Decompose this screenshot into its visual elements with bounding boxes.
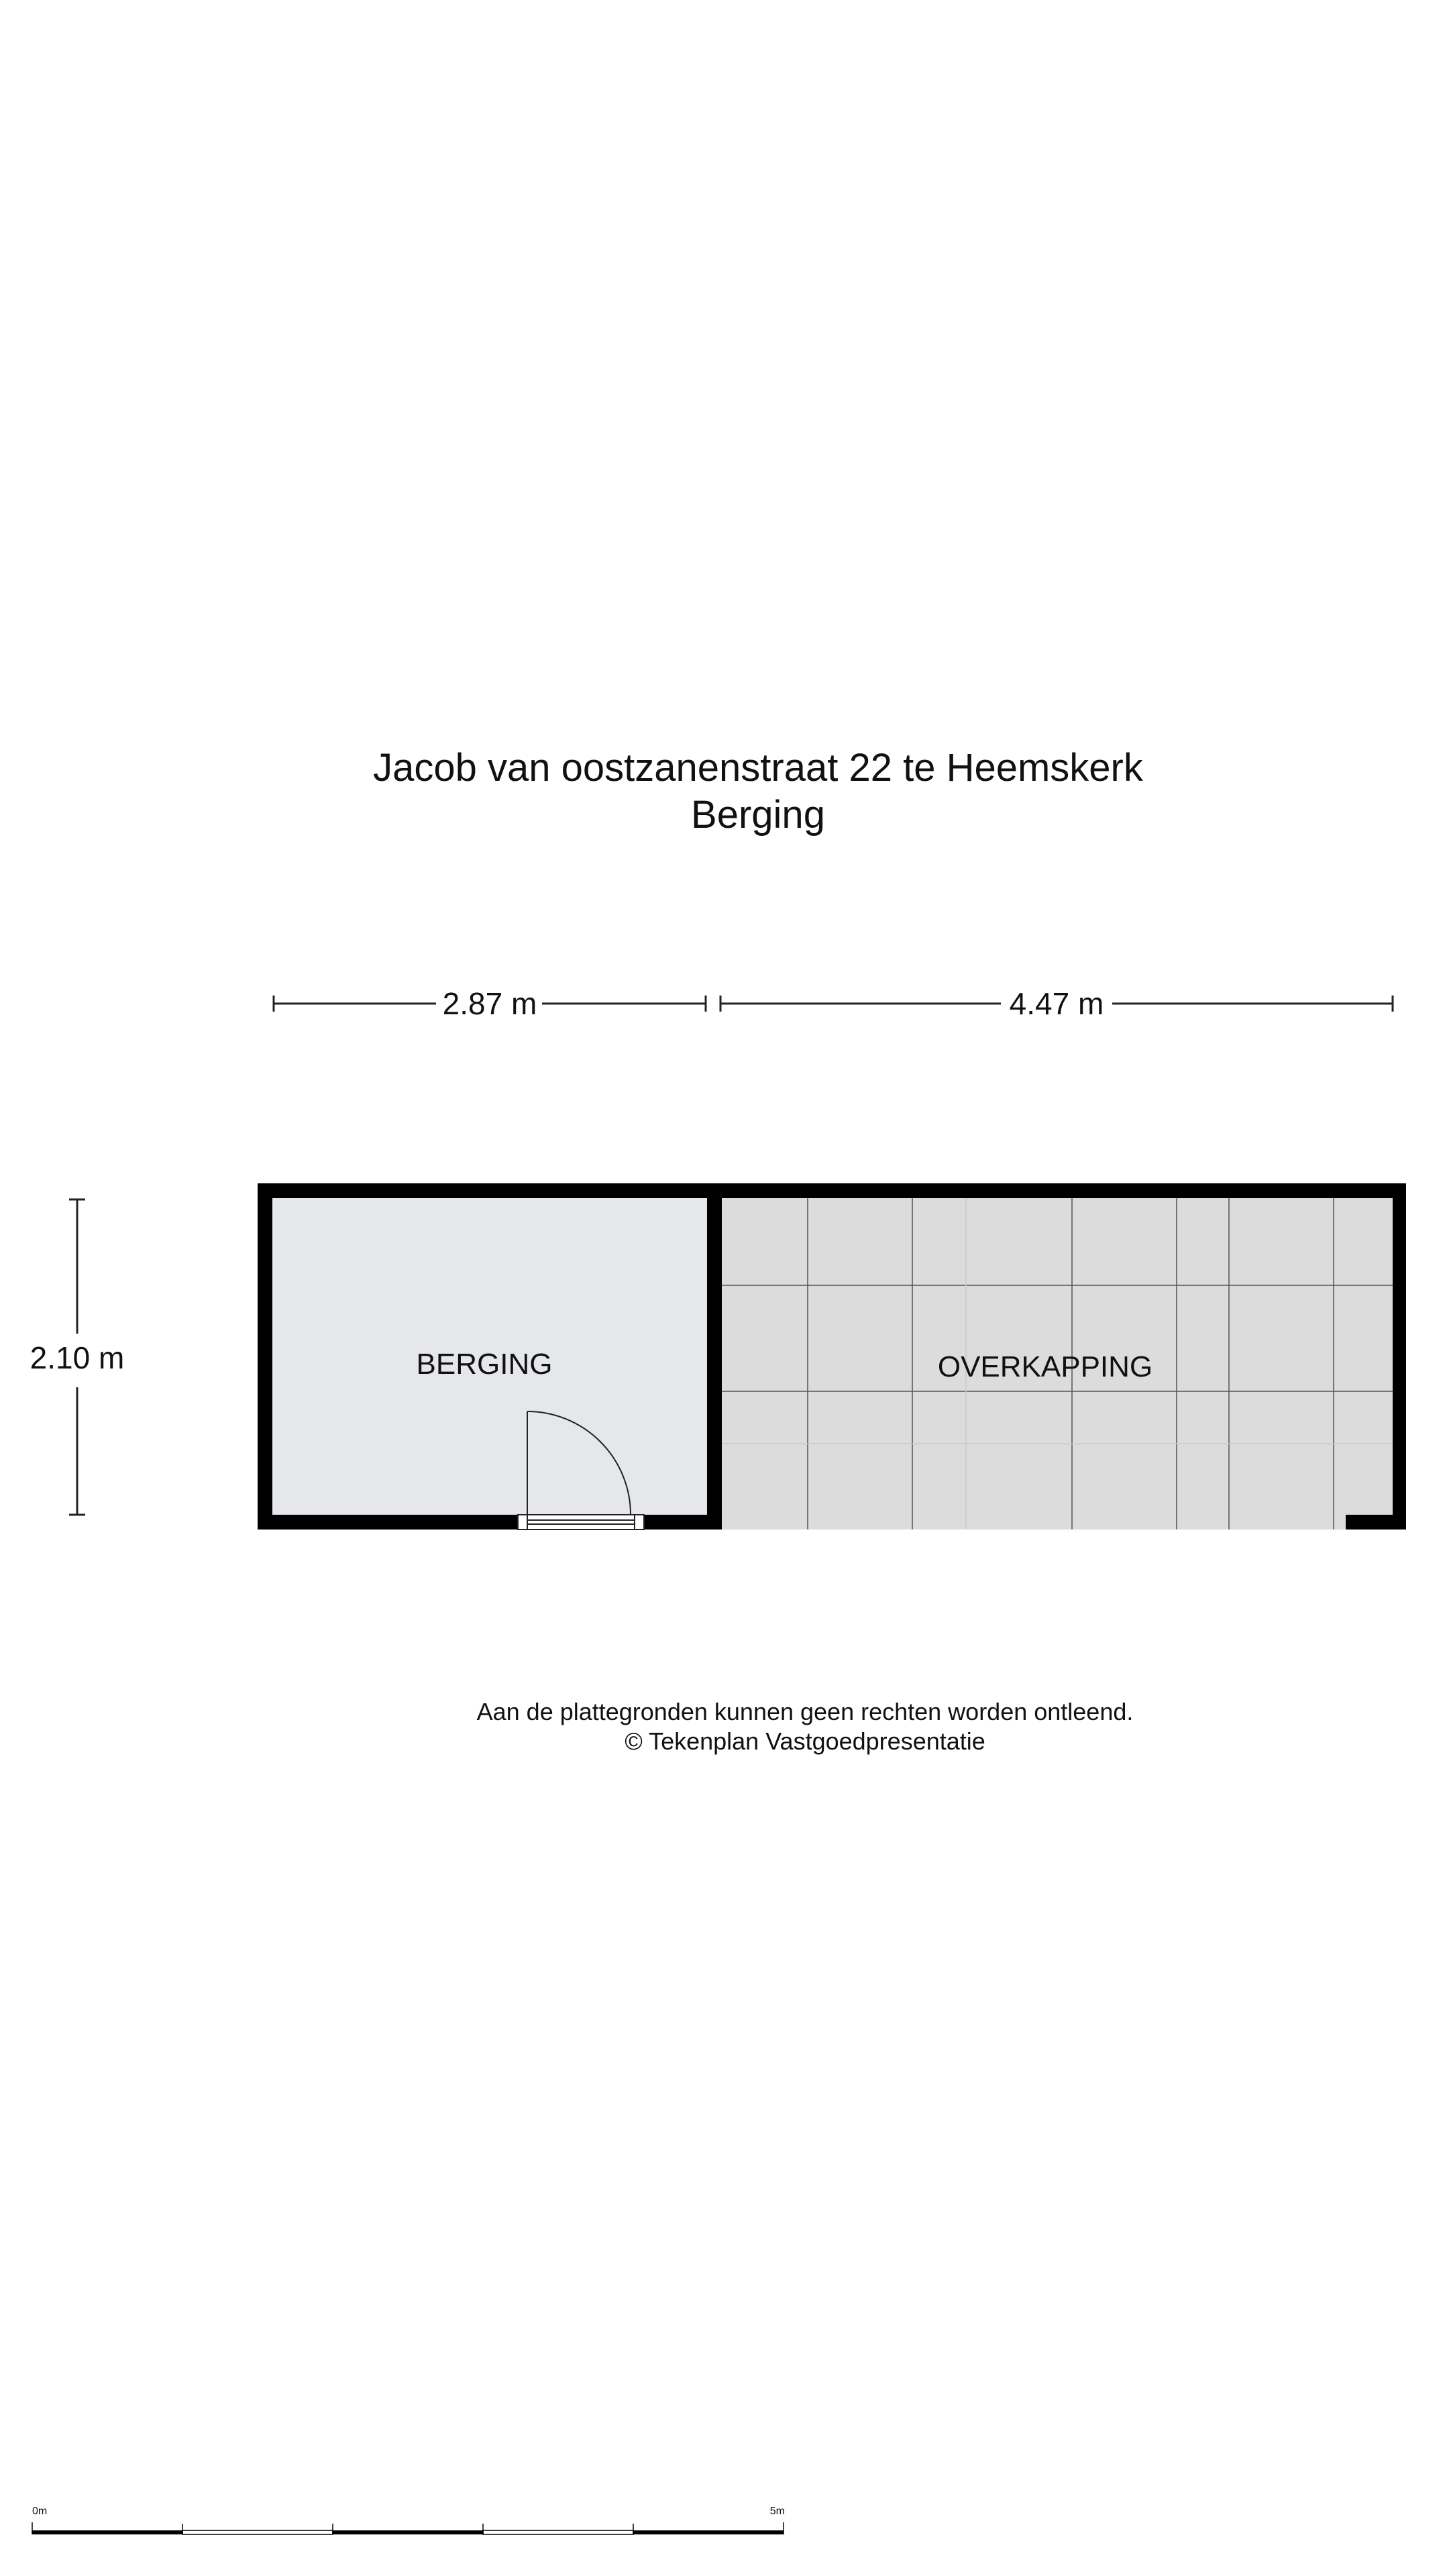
scale-bar	[32, 2506, 785, 2534]
scale-bar-segment	[32, 2530, 182, 2534]
door-jamb-right	[635, 1515, 644, 1529]
dimension-width-overkapping	[720, 986, 1393, 1021]
wall-corner-stub	[1346, 1515, 1406, 1529]
wall-right	[1393, 1183, 1406, 1529]
dimension-width-berging	[274, 986, 706, 1021]
dimension-label-berging: 2.87 m	[442, 986, 537, 1021]
door-jamb-left	[518, 1515, 527, 1529]
disclaimer-text: Aan de plattegronden kunnen geen rechten worden ontleend.	[476, 1698, 1134, 1725]
floor-title: Berging	[691, 793, 825, 837]
scale-bar-segment	[483, 2530, 633, 2534]
wall-left	[258, 1183, 272, 1529]
address-title: Jacob van oostzanenstraat 22 te Heemskerk	[373, 746, 1143, 790]
scale-bar-segment	[182, 2530, 333, 2534]
room-label-berging: BERGING	[416, 1348, 553, 1381]
wall-bottom-right	[644, 1515, 722, 1529]
room-label-overkapping: OVERKAPPING	[937, 1350, 1153, 1383]
wall-top	[258, 1183, 1406, 1198]
dimension-depth	[30, 1199, 125, 1515]
scale-bar-segment	[633, 2530, 784, 2534]
wall-middle	[707, 1183, 722, 1529]
dimension-label-overkapping: 4.47 m	[1009, 986, 1104, 1021]
footer	[0, 1697, 1449, 1756]
scale-bar-start-label: 0m	[32, 2506, 48, 2517]
scale-bar-end-label: 5m	[769, 2506, 785, 2517]
door-frame	[518, 1515, 644, 1529]
dimension-label-depth: 2.10 m	[30, 1340, 125, 1375]
copyright-text: © Tekenplan Vastgoedpresentatie	[625, 1727, 985, 1755]
wall-bottom-left	[258, 1515, 518, 1529]
scale-bar-segment	[333, 2530, 483, 2534]
